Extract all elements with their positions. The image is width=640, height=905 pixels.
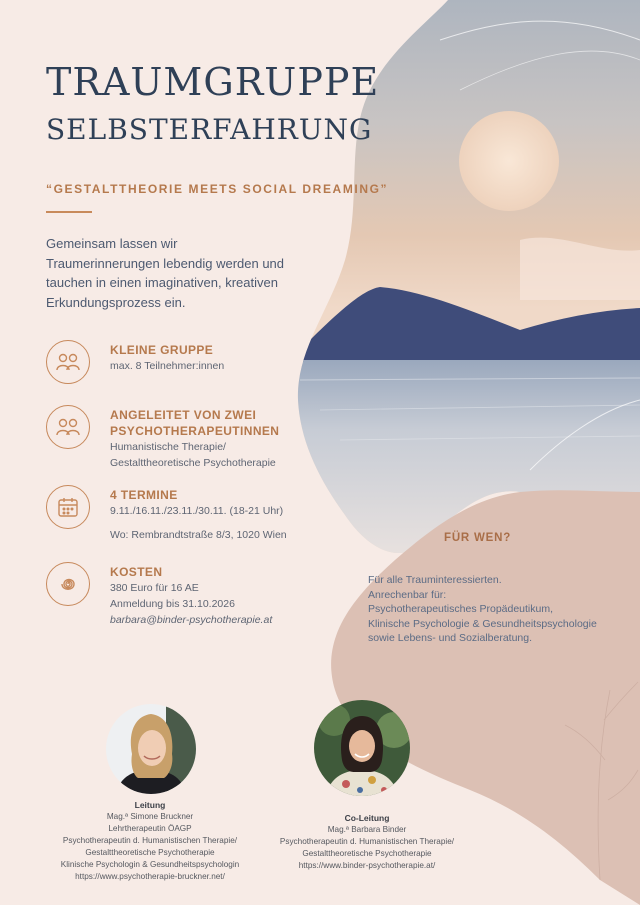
- audience-line: Anrechenbar für:: [368, 588, 447, 601]
- audience-line: Psychotherapeutisches Propädeutikum,: [368, 603, 554, 615]
- people-icon: [46, 405, 90, 449]
- leader-info-leitung: [30, 799, 270, 883]
- feature-detail: 380 Euro für 16 AE: [110, 582, 199, 594]
- leader-website[interactable]: https://www.binder-psychotherapie.at/: [298, 861, 436, 870]
- audience-text: [368, 573, 630, 646]
- leader-line: Klinische Psychologin & Gesundheitspsychologin: [60, 860, 240, 869]
- feature-detail: Humanistische Therapie/: [110, 441, 226, 453]
- audience-line: Für alle Trauminteressierten.: [368, 574, 502, 586]
- leader-website[interactable]: https://www.psychotherapie-bruckner.net/: [75, 872, 225, 881]
- feature-heading: 4 TERMINE: [110, 488, 178, 502]
- feature-heading: KOSTEN: [110, 565, 163, 579]
- feature-heading: ANGELEITET VON ZWEI: [110, 408, 257, 422]
- people-icon: [46, 340, 90, 384]
- audience-line: Klinische Psychologie & Gesundheitspsychologie: [368, 617, 597, 630]
- leader-role: Leitung: [134, 800, 166, 810]
- leader-line: Lehrtherapeutin ÖAGP: [108, 824, 192, 833]
- intro-text: Gemeinsam lassen wir Traumerinnerungen lebendig werden und tauchen in einen imaginativen, kreativen Erkundungsprozess ein.: [46, 236, 285, 310]
- calendar-icon: [46, 485, 90, 529]
- title-line-1: TRAUMGRUPPE: [46, 60, 380, 104]
- avatar-leitung: [106, 704, 196, 794]
- title-line-2: SELBSTERFAHRUNG: [46, 113, 373, 146]
- feature-heading: KLEINE GRUPPE: [110, 343, 214, 357]
- leader-info-co-leitung: [252, 812, 482, 872]
- audience-line: sowie Lebens- und Sozialberatung.: [368, 632, 533, 644]
- audience-heading: FÜR WEN?: [444, 532, 512, 544]
- contact-email[interactable]: barbara@binder-psychotherapie.at: [110, 614, 273, 626]
- leader-role: Co-Leitung: [344, 813, 390, 823]
- leader-line: Gestalttheoretische Psychotherapie: [85, 848, 215, 857]
- feature-detail: max. 8 Teilnehmer:innen: [110, 360, 225, 372]
- feature-detail: 9.11./16.11./23.11./30.11. (18-21 Uhr): [110, 505, 284, 517]
- avatar-co-leitung: [314, 700, 410, 796]
- leader-line: Psychotherapeutin d. Humanistischen Therapie/: [62, 836, 238, 845]
- feature-detail: Gestalttheoretische Psychotherapie: [110, 457, 276, 469]
- feature-detail: Anmeldung bis 31.10.2026: [110, 598, 235, 610]
- spiral-icon: [46, 562, 90, 606]
- subtitle: “GESTALTTHEORIE MEETS SOCIAL DREAMING”: [46, 182, 389, 196]
- moon: [459, 111, 559, 211]
- feature-location: Wo: Rembrandtstraße 8/3, 1020 Wien: [110, 529, 287, 541]
- leader-line: Psychotherapeutin d. Humanistischen Therapie/: [279, 837, 455, 846]
- feature-heading: PSYCHOTHERAPEUTINNEN: [110, 424, 280, 438]
- leader-line: Mag.ª Barbara Binder: [327, 825, 407, 834]
- leader-line: Gestalttheoretische Psychotherapie: [302, 849, 432, 858]
- divider: [46, 211, 92, 213]
- leader-line: Mag.ª Simone Bruckner: [106, 812, 194, 821]
